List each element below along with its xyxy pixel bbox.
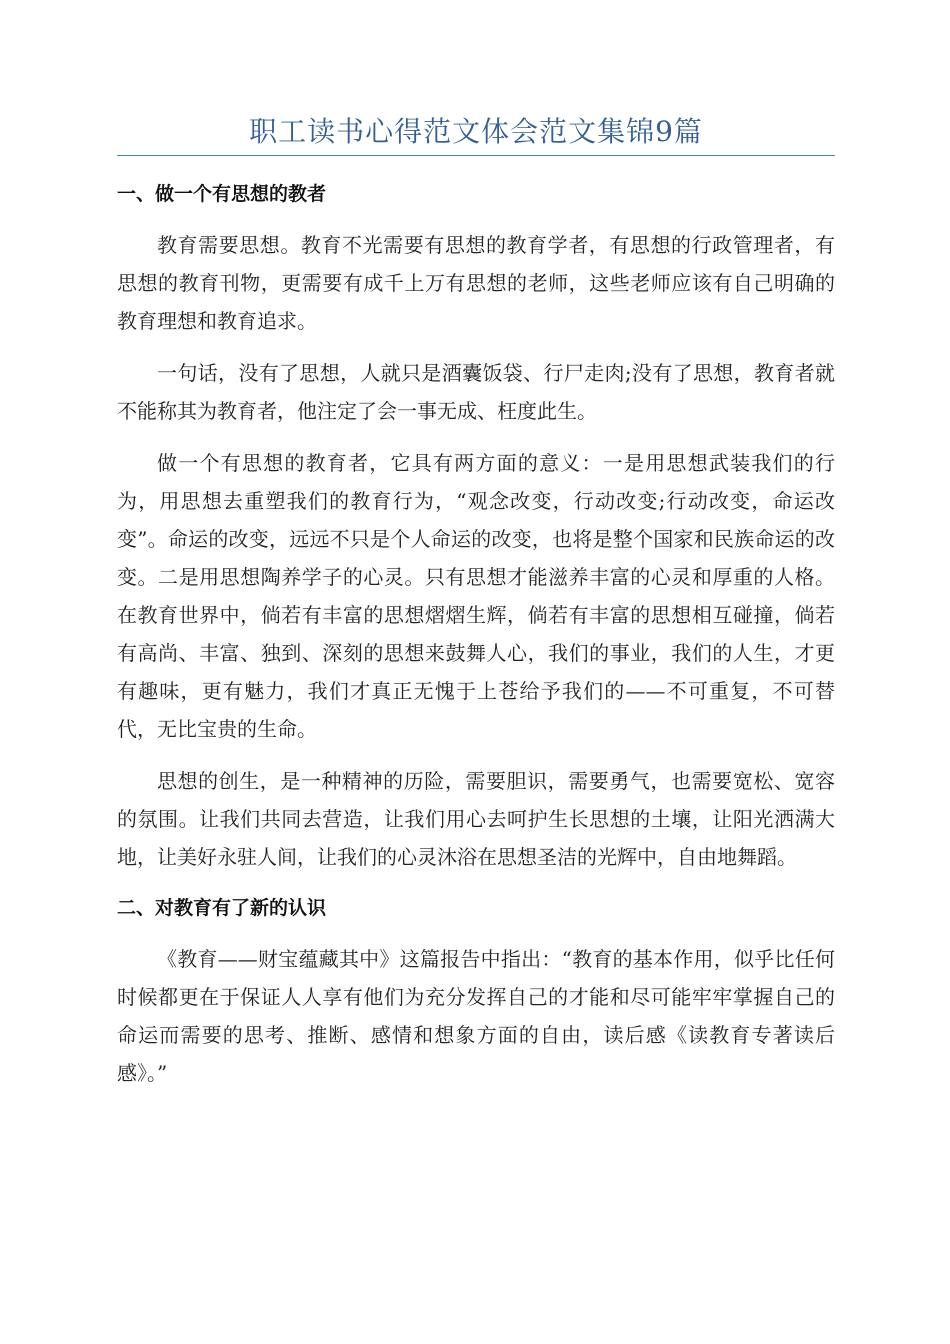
paragraph: 做一个有思想的教育者，它具有两方面的意义：一是用思想武装我们的行为，用思想去重塑我们的教育行为，“观念改变，行动改变;行动改变，命运改变”。命运的改变，远远不只是个人命运的改变，也将是整个国家和民族命运的改变。二是用思想陶养学子的心灵。只有思想才能滋养丰富的心灵和厚重的人格。在教育世界中，倘若有丰富的思想熠熠生辉，倘若有丰富的思想相互碰撞，倘若有高尚、丰富、独到、深刻的思想来鼓舞人心，我们的事业，我们的人生，才更有趣味，更有魅力，我们才真正无愧于上苍给予我们的——不可重复，不可替代，无比宝贵的生命。: [117, 451, 835, 741]
title-underline: [117, 155, 835, 156]
section-heading-2: 二、对教育有了新的认识: [117, 897, 327, 919]
document-body: [117, 176, 835, 1092]
document-title: 职工读书心得范文体会范文集锦9篇: [249, 115, 703, 148]
paragraph: 思想的创生，是一种精神的历险，需要胆识，需要勇气，也需要宽松、宽容的氛围。让我们共同去营造，让我们用心去呵护生长思想的土壤，让阳光洒满大地，让美好永驻人间，让我们的心灵沐浴在思想圣洁的光辉中，自由地舞蹈。: [117, 769, 835, 869]
paragraph: 《教育——财宝蕴藏其中》这篇报告中指出：“教育的基本作用，似乎比任何时候都更在于保证人人享有他们为充分发挥自己的才能和尽可能牢牢掌握自己的命运而需要的思考、推断、感情和想象方面的自由，读后感《读教育专著读后感》。”: [117, 947, 835, 1085]
paragraph: 教育需要思想。教育不光需要有思想的教育学者，有思想的行政管理者，有思想的教育刊物，更需要有成千上万有思想的老师，这些老师应该有自己明确的教育理想和教育追求。: [117, 233, 835, 333]
paragraph: 一句话，没有了思想，人就只是酒囊饭袋、行尸走肉;没有了思想，教育者就不能称其为教育者，他注定了会一事无成、枉度此生。: [117, 361, 835, 423]
section-heading-1: 一、做一个有思想的教者: [117, 183, 327, 205]
